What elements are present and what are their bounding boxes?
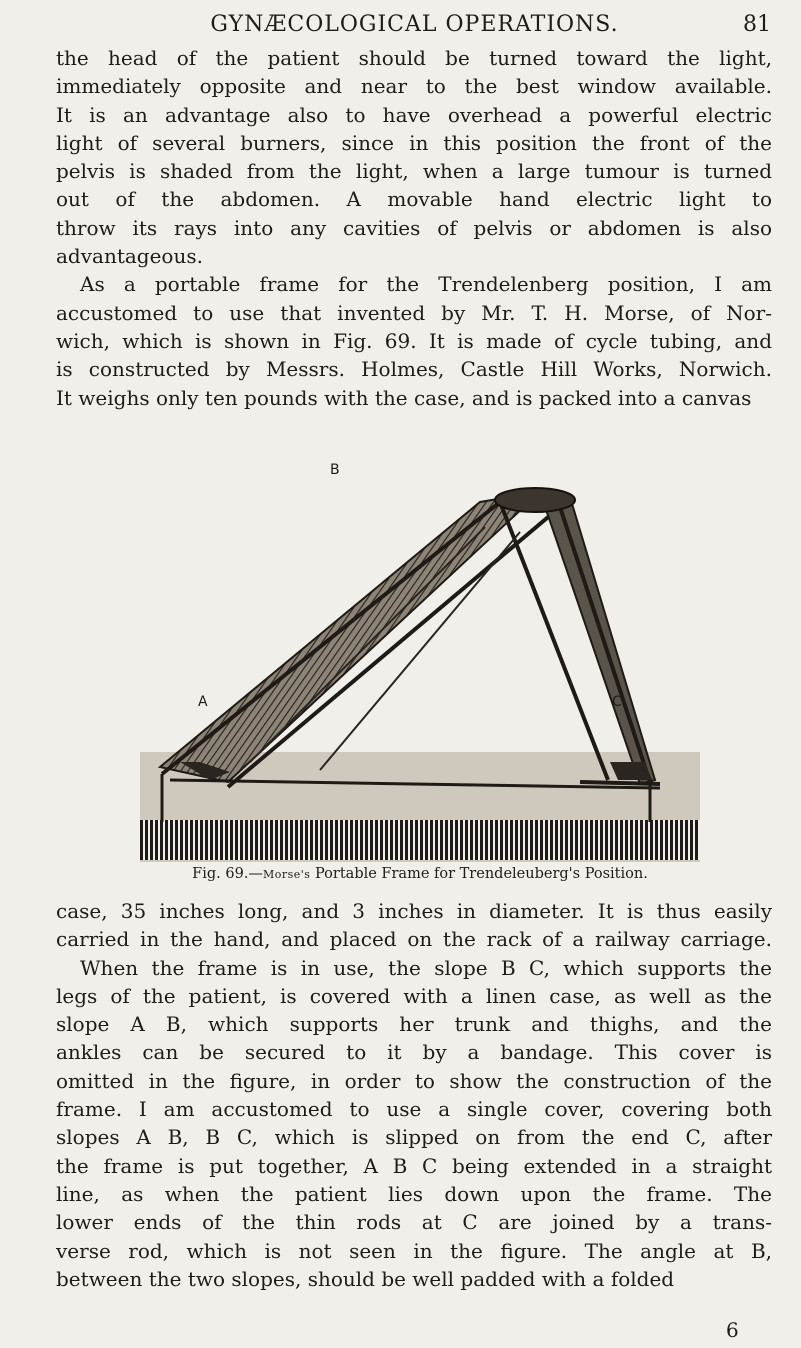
caption-name: Morse's	[262, 868, 311, 881]
text-line: case, 35 inches long, and 3 inches in diameter. It is thus easily	[56, 899, 772, 923]
text-line: slope A B, which supports her trunk and thighs, and the	[56, 1012, 772, 1037]
body-text-top	[56, 44, 772, 412]
label-b: B	[330, 462, 340, 478]
signature-mark: 6	[726, 1318, 739, 1342]
running-head	[58, 8, 771, 44]
text-line: throw its rays into any cavities of pelvis or abdomen is also	[56, 215, 772, 240]
text-line: ankles can be secured to it by a bandage. This cover is	[56, 1040, 772, 1065]
text-line: the frame is put together, A B C being extended in a straight	[56, 1153, 772, 1178]
text-line: lower ends of the thin rods at C are joined by a trans-	[56, 1210, 772, 1235]
body-text-bottom	[56, 897, 772, 1293]
text-line: slopes A B, B C, which is slipped on from the end C, after	[56, 1125, 772, 1150]
trendelenburg-frame-illustration	[140, 462, 700, 862]
text-line: wich, which is shown in Fig. 69. It is made of cycle tubing, and	[56, 328, 772, 353]
page-number: 81	[743, 12, 771, 37]
text-line: legs of the patient, is covered with a linen case, as well as the	[56, 983, 772, 1008]
text-line: As a portable frame for the Trendelenberg position, I am	[80, 272, 772, 297]
text-line: line, as when the patient lies down upon the frame. The	[56, 1181, 772, 1206]
label-a: A	[198, 694, 208, 710]
text-line: It is an advantage also to have overhead a powerful electric	[56, 102, 772, 127]
text-line: verse rod, which is not seen in the figure. The angle at B,	[56, 1238, 772, 1263]
text-line: pelvis is shaded from the light, when a large tumour is turned	[56, 159, 772, 184]
text-line: When the frame is in use, the slope B C, which supports the	[80, 955, 772, 980]
caption-prefix: Fig. 69.—	[192, 866, 263, 882]
figure-69	[140, 462, 700, 862]
text-line: omitted in the figure, in order to show the construction of the	[56, 1068, 772, 1093]
label-c: C	[612, 694, 622, 710]
figure-caption	[120, 866, 720, 882]
text-line: It weighs only ten pounds with the case, and is packed into a canvas	[56, 385, 752, 410]
text-line: carried in the hand, and placed on the rack of a railway carriage.	[56, 927, 772, 952]
caption-rest: Portable Frame for Trendeleuberg's Position.	[315, 866, 648, 882]
text-line: the head of the patient should be turned toward the light,	[56, 46, 772, 70]
text-line: is constructed by Messrs. Holmes, Castle Hill Works, Norwich.	[56, 357, 772, 382]
text-line: light of several burners, since in this position the front of the	[56, 130, 772, 155]
text-line: between the two slopes, should be well padded with a folded	[56, 1266, 675, 1291]
running-title: GYNÆCOLOGICAL OPERATIONS.	[210, 12, 619, 37]
text-line: immediately opposite and near to the best window available.	[56, 74, 772, 99]
text-line: frame. I am accustomed to use a single cover, covering both	[56, 1097, 772, 1122]
text-line: out of the abdomen. A movable hand electric light to	[56, 187, 772, 212]
text-line: advantageous.	[56, 244, 203, 269]
text-line: accustomed to use that invented by Mr. T. H. Morse, of Nor-	[56, 300, 772, 325]
